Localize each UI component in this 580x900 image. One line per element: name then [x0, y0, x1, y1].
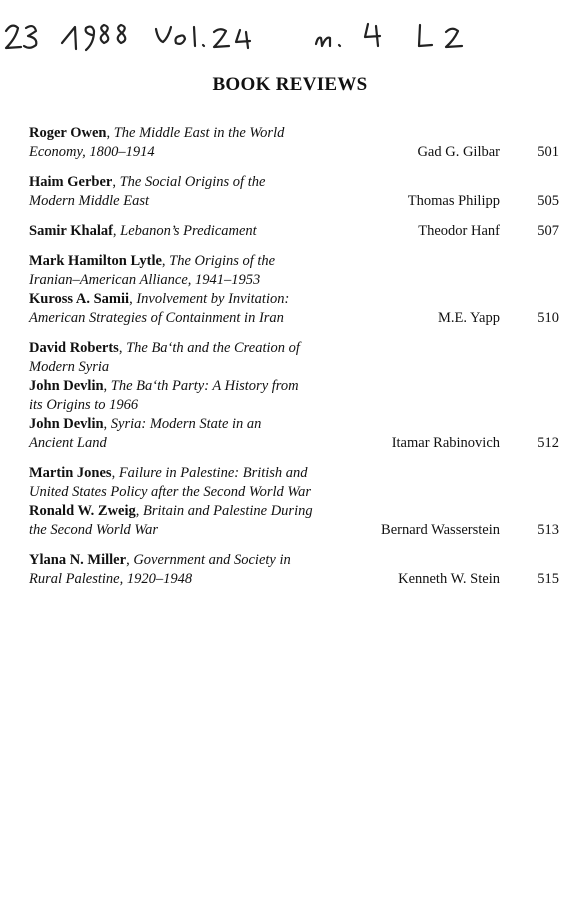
- reviewed-books: [29, 124, 379, 162]
- book-title: American Strategies of Containment in Iran: [29, 310, 284, 326]
- review-entry: [29, 173, 559, 211]
- book-title: Modern Syria: [29, 359, 110, 375]
- book-author: David Roberts: [29, 340, 119, 356]
- book-author: Samir Khalaf: [29, 223, 113, 239]
- reviewer-name: Kenneth W. Stein: [398, 571, 500, 587]
- book-title: the Second World War: [29, 522, 159, 538]
- book-title-continuation: [29, 192, 379, 211]
- book-citation-line: Ronald W. Zweig, Britain and Palestine During: [29, 503, 313, 519]
- page-number: 501: [537, 144, 559, 160]
- book-title: Britain and Palestine During: [143, 503, 313, 519]
- book-title: Government and Society in: [133, 552, 291, 568]
- review-entry: [29, 252, 559, 328]
- book-title-continuation: [29, 271, 379, 290]
- reviewer-name: Thomas Philipp: [407, 193, 500, 209]
- reviewer-name: Bernard Wasserstein: [381, 522, 500, 538]
- book-title: The Middle East in the World: [113, 125, 285, 141]
- page-number: 505: [537, 193, 559, 209]
- book-citation-line: Martin Jones, Failure in Palestine: British and: [29, 465, 308, 481]
- review-list: [29, 124, 559, 600]
- book-title: Economy, 1800–1914: [29, 144, 155, 160]
- reviewer-name: Gad G. Gilbar: [417, 144, 500, 160]
- book-title: Ancient Land: [29, 435, 107, 451]
- book-title: Rural Palestine, 1920–1948: [29, 571, 193, 587]
- book-title: Iranian–American Alliance, 1941–1953: [29, 272, 261, 288]
- reviewer-name: Itamar Rabinovich: [391, 435, 500, 451]
- book-author: Kuross A. Samii: [29, 291, 130, 307]
- review-entry: [29, 124, 559, 162]
- reviewer-name: M.E. Yapp: [437, 310, 500, 326]
- book-citation-line: Ylana N. Miller, Government and Society in: [29, 552, 291, 568]
- book-title-continuation: [29, 396, 379, 415]
- book-citation-line: Samir Khalaf, Lebanon’s Predicament: [29, 223, 257, 239]
- book-title: Lebanon’s Predicament: [120, 223, 257, 239]
- reviewed-books: [29, 252, 379, 328]
- book-citation-line: Kuross A. Samii, Involvement by Invitation:: [29, 291, 290, 307]
- book-author: John Devlin: [29, 378, 104, 394]
- book-title: United States Policy after the Second World War: [29, 484, 312, 500]
- book-title-continuation: [29, 143, 379, 162]
- reviewed-books: [29, 173, 379, 211]
- book-title: Involvement by Invitation:: [136, 291, 290, 307]
- book-title-continuation: [29, 521, 379, 540]
- page-number: 513: [537, 522, 559, 538]
- book-citation-line: Haim Gerber, The Social Origins of the: [29, 174, 266, 190]
- book-author: Ronald W. Zweig: [29, 503, 136, 519]
- book-citation-line: John Devlin, Syria: Modern State in an: [29, 416, 262, 432]
- book-citation-line: John Devlin, The Ba‘th Party: A History from: [29, 378, 299, 394]
- reviewed-books: [29, 551, 379, 589]
- book-title-continuation: [29, 309, 379, 328]
- book-author: Mark Hamilton Lytle: [29, 253, 162, 269]
- page-number: 510: [537, 310, 559, 326]
- book-citation-line: Roger Owen, The Middle East in the World: [29, 125, 285, 141]
- page-title: BOOK REVIEWS: [212, 74, 368, 95]
- handwritten-annotation: [0, 0, 580, 60]
- page-number: 512: [537, 435, 559, 451]
- reviewed-books: [29, 222, 379, 241]
- book-citation-line: Mark Hamilton Lytle, The Origins of the: [29, 253, 276, 269]
- book-title: The Ba‘th Party: A History from: [110, 378, 299, 394]
- review-entry: [29, 339, 559, 453]
- book-title-continuation: [29, 570, 379, 589]
- book-title-continuation: [29, 483, 379, 502]
- book-citation-line: David Roberts, The Ba‘th and the Creation of: [29, 340, 300, 356]
- page-number: 515: [537, 571, 559, 587]
- reviewed-books: [29, 464, 379, 540]
- book-author: John Devlin: [29, 416, 104, 432]
- book-author: Roger Owen: [29, 125, 107, 141]
- book-title: Syria: Modern State in an: [110, 416, 262, 432]
- book-title: The Ba‘th and the Creation of: [126, 340, 300, 356]
- book-title: its Origins to 1966: [29, 397, 139, 413]
- book-title: The Origins of the: [169, 253, 276, 269]
- book-title: The Social Origins of the: [119, 174, 266, 190]
- book-author: Ylana N. Miller: [29, 552, 127, 568]
- book-title-continuation: [29, 434, 379, 453]
- book-author: Haim Gerber: [29, 174, 113, 190]
- review-entry: [29, 551, 559, 589]
- review-entry: [29, 464, 559, 540]
- book-author: Martin Jones: [29, 465, 112, 481]
- reviewer-name: Theodor Hanf: [418, 223, 500, 239]
- review-entry: [29, 222, 559, 241]
- reviewed-books: [29, 339, 379, 453]
- book-title: Failure in Palestine: British and: [118, 465, 308, 481]
- book-title: Modern Middle East: [29, 193, 150, 209]
- book-title-continuation: [29, 358, 379, 377]
- page-number: 507: [537, 223, 559, 239]
